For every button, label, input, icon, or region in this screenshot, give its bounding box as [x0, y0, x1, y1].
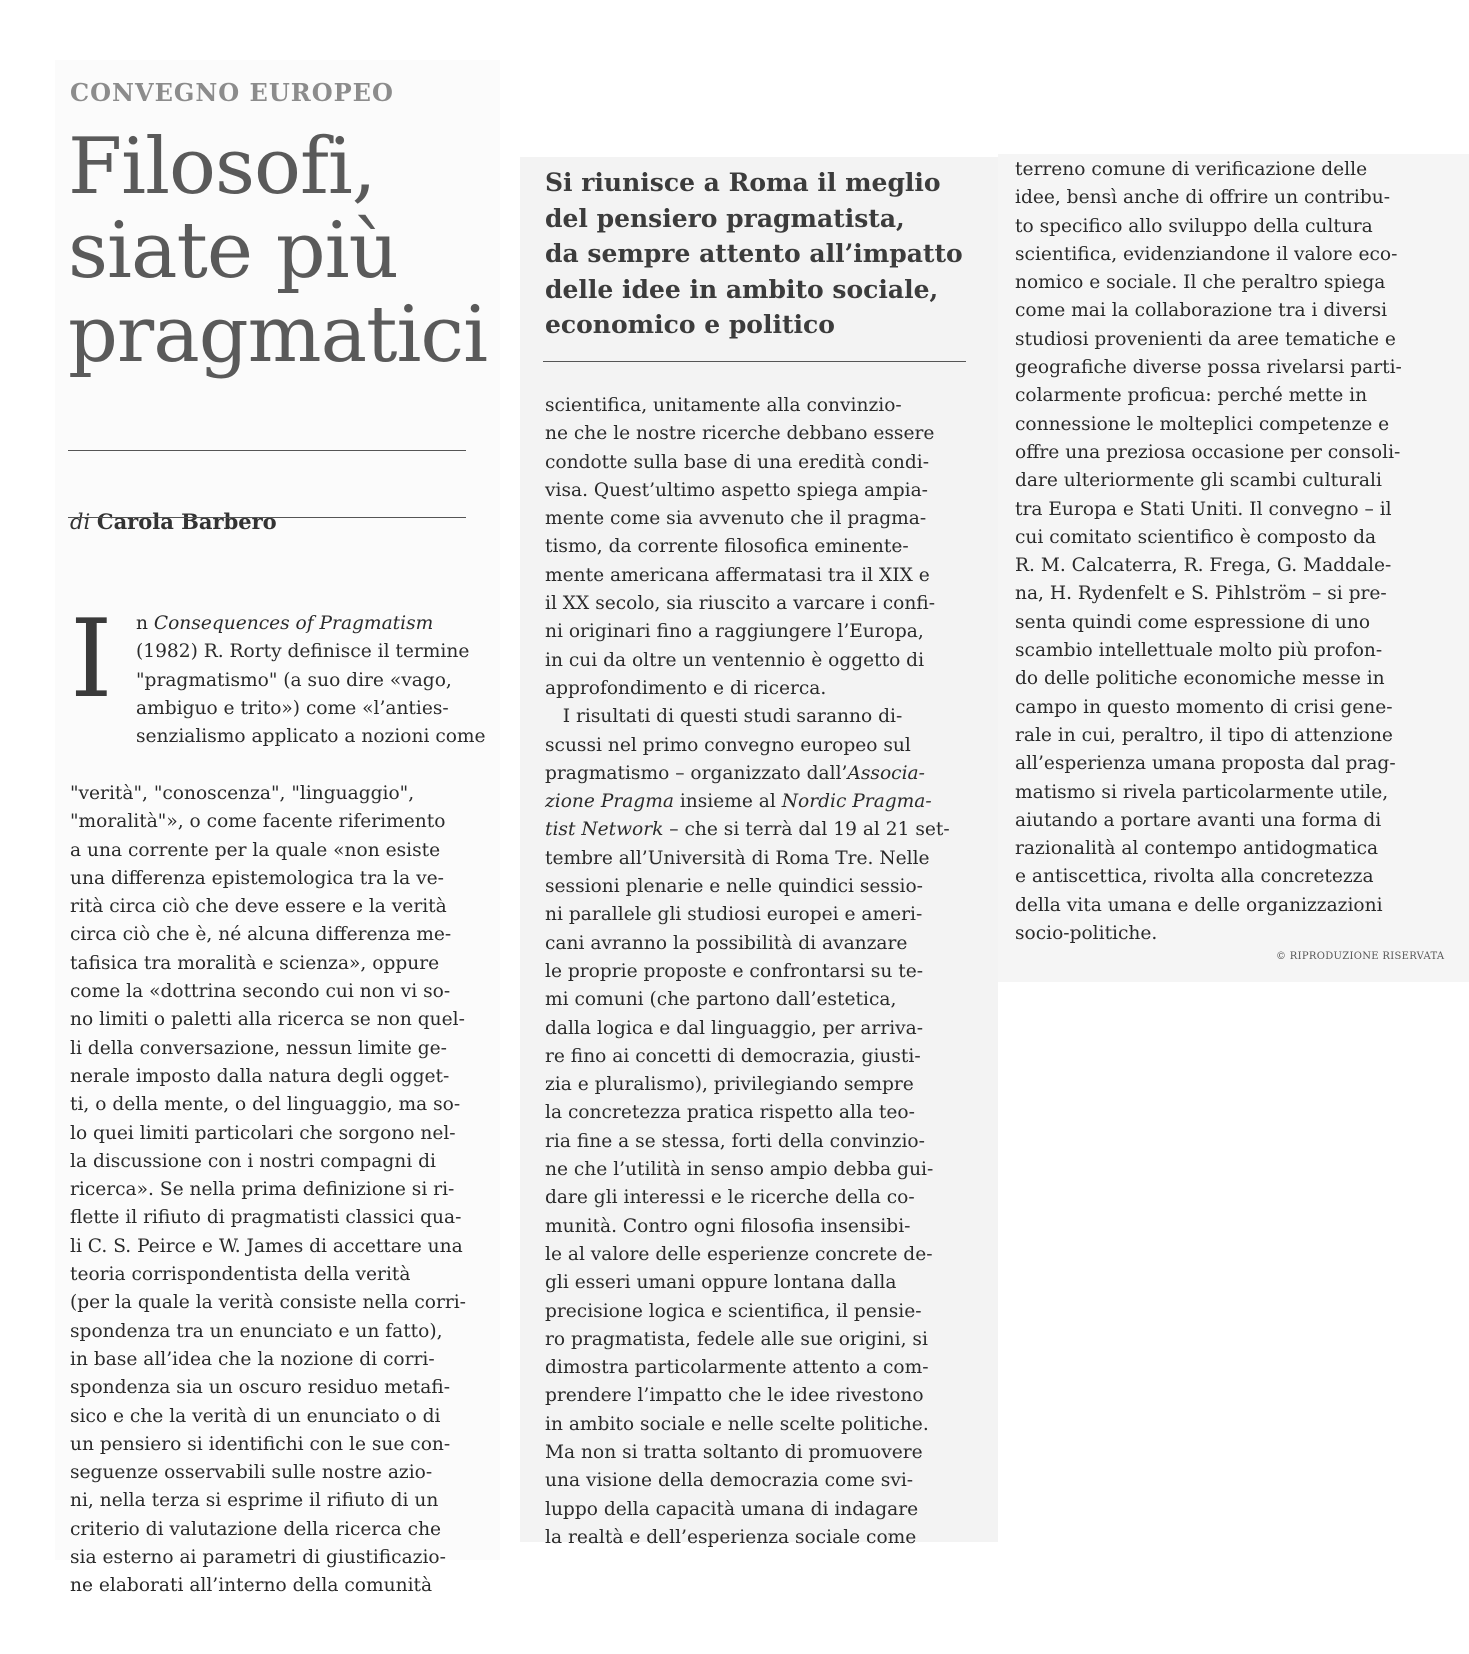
opening-lines: (1982) R. Rorty definisce il termine "pragmatismo" (a suo dire «vago, ambiguo e trito») come «l’anties- senzialismo applicato a nozioni come [136, 641, 486, 748]
column-2-connector: insieme al [673, 791, 782, 813]
network-name: Nordic Pragma- tist Network [545, 791, 932, 841]
byline-top-rule [68, 450, 466, 451]
association-name: Associa- zione Pragma [545, 762, 925, 813]
byline-author: Carola Barbero [96, 509, 277, 534]
opening-word-rest: n [136, 613, 154, 634]
copyright-notice: © RIPRODUZIONE RISERVATA [1276, 951, 1445, 962]
subheadline: Si riunisce a Roma il meglio del pensiero pragmatista, da sempre attento all’impatto delle idee in ambito sociale, economico e politico [545, 168, 963, 339]
column-2-paragraph-2-rest: – che si terrà dal 19 al 21 set- tembre all’Università di Roma Tre. Nelle sessioni plenarie e nelle quindici sessio- ni parallele gli studiosi europei e ameri- cani avranno la possibilità di avanzare le proprie proposte e confrontarsi su te- mi comuni (che partono dall’estetica, dalla logica e dal linguaggio, per arriva- re fino ai concetti di democrazia, giusti- zia e pluralismo), privilegiando sempre la concretezza pratica rispetto alla teo- ria fine a se stessa, forti della convinzio- ne che l’utilità in senso ampio debba gui- dare gli interessi e le ricerche della co- munità. Contro ogni filosofia insensibi- le al valore delle esperienze concrete de- gli esseri umani oppure lontana dalla precisione logica e scientifica, il pensie- ro pragmatista, fedele alle sue origini, si dimostra particolarmente attento a com- prendere l’impatto che le idee rivestono in ambito sociale e nelle scelte politiche. Ma non si tratta soltanto di promuovere una visione della democrazia come svi- luppo della capacità umana di indagare la realtà e dell’esperienza sociale come [545, 819, 950, 1548]
byline-prefix: di [70, 510, 91, 534]
column-2-body [545, 392, 950, 1552]
column-2-paragraph-1: scientifica, unitamente alla convinzio- ne che le nostre ricerche debbano essere condotte sulla base di una eredità condi- visa. Quest’ultimo aspetto spiega ampia- mente come sia avvenuto che il pragma- tismo, da corrente filosofica eminente- mente americana affermatasi tra il XIX e il XX secolo, sia riuscito a varcare i confi- ni originari fino a raggiungere l’Europa, in cui da oltre un ventennio è oggetto di approfondimento e di ricerca. [545, 395, 935, 699]
column-1-opening [136, 610, 486, 751]
kicker: CONVEGNO EUROPEO [70, 78, 394, 107]
byline [70, 509, 277, 534]
column-2-paragraph-2-start: I risultati di questi studi saranno di- scussi nel primo convegno europeo sul pragmatismo – organizzato dall’ [545, 706, 911, 784]
subhead-rule [543, 361, 966, 362]
column-3-body: terreno comune di verificazione delle idee, bensì anche di offrire un contribu- to specifico allo sviluppo della cultura scientifica, evidenziandone il valore eco- nomico e sociale. Il che peraltro spiega come mai la collaborazione tra i diversi studiosi provenienti da aree tematiche e geografiche diverse possa rivelarsi parti- colarmente proficua: perché mette in connessione le molteplici competenze e offre una preziosa occasione per consoli- dare ulteriormente gli scambi culturali tra Europa e Stati Uniti. Il convegno – il cui comitato scientifico è composto da R. M. Calcaterra, R. Frega, G. Maddale- na, H. Rydenfelt e S. Pihlström – si pre- senta quindi come espressione di uno scambio intellettuale molto più profon- do delle politiche economiche messe in campo in questo momento di crisi gene- rale in cui, peraltro, il tipo di attenzione all’esperienza umana proposta dal prag- matismo si rivela particolarmente utile, aiutando a portare avanti una forma di razionalità al contempo antidogmatica e antiscettica, rivolta alla concretezza della vita umana e delle organizzazioni socio-politiche. [1015, 159, 1402, 945]
headline: Filosofi, siate più pragmatici [68, 122, 488, 380]
drop-cap: I [70, 597, 113, 722]
book-title: Consequences of Pragmatism [153, 613, 434, 634]
column-1-body: "verità", "conoscenza", "linguaggio", "moralità"», o come facente riferimento a una corrente per la quale «non esiste una differenza epistemologica tra la ve- rità circa ciò che deve essere e la verità circa ciò che è, né alcuna differenza me- tafisica tra moralità e scienza», oppure come la «dottrina secondo cui non vi so- no limiti o paletti alla ricerca se non quel- li della conversazione, nessun limite ge- nerale imposto dalla natura degli ogget- ti, o della mente, o del linguaggio, ma so- lo quei limiti particolari che sorgono nel- la discussione con i nostri compagni di ricerca». Se nella prima definizione si ri- flette il rifiuto di pragmatisti classici qua- li C. S. Peirce e W. James di accettare una teoria corrispondentista della verità (per la quale la verità consiste nella corri- spondenza tra un enunciato e un fatto), in base all’idea che la nozione di corri- spondenza sia un oscuro residuo metafi- sico e che la verità di un enunciato o di un pensiero si identifichi con le sue con- seguenze osservabili sulle nostre azio- ni, nella terza si esprime il rifiuto di un criterio di valutazione della ricerca che sia esterno ai parametri di giustificazio- ne elaborati all’interno della comunità [70, 783, 466, 1597]
byline-bottom-rule [68, 517, 466, 518]
